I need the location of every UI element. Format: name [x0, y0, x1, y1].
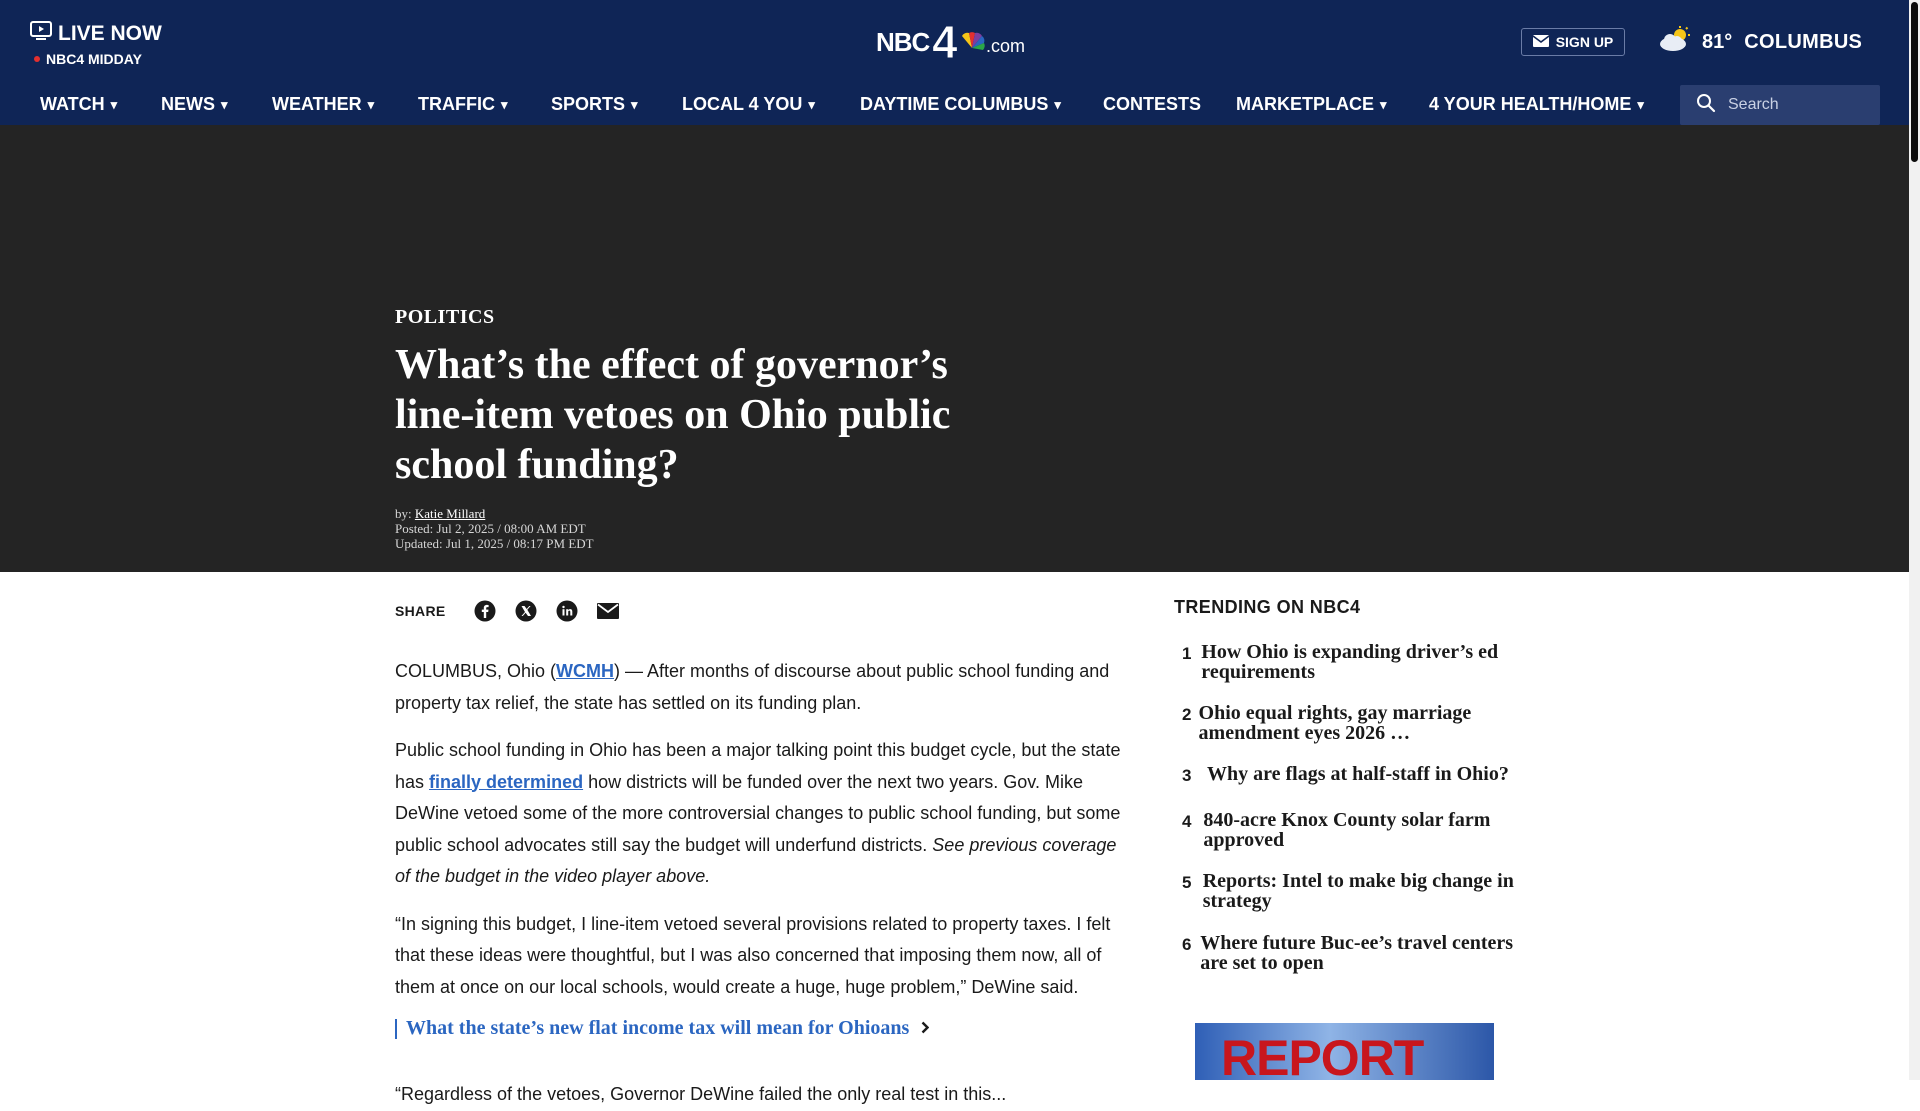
nav-label: 4 YOUR HEALTH/HOME [1429, 94, 1632, 114]
trending-item[interactable] [1182, 642, 1522, 682]
svg-text:.com: .com [986, 36, 1026, 56]
nbc4-logo[interactable] [876, 18, 1036, 66]
trending-headline: Ohio equal rights, gay marriage amendment eyes 2026 … [1198, 702, 1472, 744]
svg-text:4: 4 [932, 18, 958, 66]
posted-date: Posted: Jul 2, 2025 / 08:00 AM EDT [395, 521, 586, 536]
newsletter-signup-button[interactable] [1521, 28, 1625, 56]
live-show-name: NBC4 MIDDAY [46, 51, 142, 67]
report-4-promo-banner[interactable] [1195, 1023, 1494, 1080]
paragraph: “In signing this budget, I line-item vetoed several provisions related to property taxes. I felt that these ideas were thoughtful, but I was also concerned that imposing them now, all of them at once on our local schools, would create a huge, huge problem,” DeWine said. [395, 913, 1111, 997]
nav-local-4-you[interactable] [682, 94, 815, 115]
search-box[interactable] [1680, 85, 1880, 125]
related-article-title: What the state’s new flat income tax will mean for Ohioans [406, 1017, 910, 1040]
trending-headline: Where future Buc-ee’s travel centers are set to open [1200, 932, 1514, 974]
trending-rank: 6 [1182, 935, 1192, 954]
trending-rank: 4 [1182, 812, 1192, 831]
live-now-label: LIVE NOW [58, 22, 162, 45]
nav-news[interactable] [161, 94, 228, 115]
nav-label: NEWS [161, 94, 215, 114]
nav-watch[interactable] [40, 94, 117, 115]
nav-label: DAYTIME COLUMBUS [860, 94, 1049, 114]
caret-down-icon: ▾ [1637, 96, 1644, 112]
main-navigation [0, 86, 1909, 124]
text-run: ) — After months of discourse about public school funding and property tax relief, the state has settled on its funding plan. [395, 661, 1110, 713]
facebook-icon[interactable] [474, 600, 496, 622]
trending-rank: 2 [1182, 705, 1192, 724]
weather-temperature: 81° [1702, 30, 1733, 53]
trending-headline: 840-acre Knox County solar farm approved [1203, 809, 1491, 851]
email-icon[interactable] [597, 600, 619, 622]
wcmh-link[interactable]: WCMH [556, 661, 615, 681]
nav-sports[interactable] [551, 94, 638, 115]
share-bar [395, 600, 638, 622]
live-indicator-dot [34, 56, 40, 62]
share-label: SHARE [395, 603, 446, 619]
caret-down-icon: ▾ [367, 96, 375, 112]
paragraph: “Regardless of the vetoes, Governor DeWine failed the only real test in this... [395, 1084, 1007, 1104]
chevron-right-icon [921, 1013, 929, 1045]
nav-marketplace[interactable] [1236, 94, 1387, 115]
trending-item[interactable] [1182, 871, 1522, 911]
paragraph [395, 735, 1135, 893]
nav-weather[interactable] [272, 94, 374, 115]
article-headline: What’s the effect of governor’s line-item vetoes on Ohio public school funding? [395, 342, 951, 488]
trending-headline: Reports: Intel to make big change in strategy [1202, 870, 1514, 912]
scrollbar-thumb[interactable] [1911, 2, 1918, 162]
video-note: See previous coverage of the budget in the video player above. [395, 834, 1117, 886]
weather-widget[interactable] [1658, 26, 1862, 58]
trending-item[interactable] [1182, 933, 1522, 973]
search-icon [1696, 93, 1716, 118]
email-icon [1533, 34, 1549, 50]
caret-down-icon: ▾ [221, 96, 228, 112]
byline-prefix: by: [395, 506, 415, 521]
article-body [395, 656, 1135, 1111]
related-article-link[interactable] [395, 1019, 1135, 1039]
article-category[interactable]: POLITICS [395, 306, 495, 328]
nav-label: TRAFFIC [418, 94, 495, 114]
nav-label: WATCH [40, 94, 105, 114]
trending-item[interactable] [1182, 810, 1522, 850]
caret-down-icon: ▾ [500, 96, 508, 112]
byline [395, 506, 594, 521]
caret-down-icon: ▾ [808, 96, 815, 112]
trending-rank: 5 [1182, 873, 1192, 892]
nav-contests[interactable] [1103, 94, 1207, 115]
signup-label: SIGN UP [1555, 34, 1614, 50]
updated-date: Updated: Jul 1, 2025 / 08:17 PM EDT [395, 536, 594, 551]
text-run: how districts will be funded over the next two years. Gov. Mike DeWine vetoed some of the more controversial changes to public school funding, but some public school advocates still say the budget will underfund districts. [395, 771, 1121, 855]
page-scrollbar[interactable] [1909, 0, 1920, 1080]
trending-title: TRENDING ON NBC4 [1174, 597, 1361, 617]
partly-cloudy-icon [1658, 26, 1692, 58]
nav-daytime-columbus[interactable] [860, 94, 1061, 115]
nav-label: LOCAL 4 YOU [682, 94, 803, 114]
nav-label: SPORTS [551, 94, 626, 114]
paragraph [395, 656, 1135, 719]
caret-down-icon: ▾ [1380, 96, 1387, 112]
x-icon[interactable] [515, 600, 537, 622]
svg-text:NBC: NBC [876, 27, 930, 57]
text-run: COLUMBUS, Ohio ( [395, 661, 557, 681]
nav-label: CONTESTS [1103, 94, 1202, 114]
promo-text: REPORT [1221, 1030, 1424, 1080]
trending-rank: 3 [1182, 766, 1192, 785]
trending-rank: 1 [1182, 644, 1192, 663]
trending-item[interactable] [1182, 703, 1522, 743]
text-run: Public school funding in Ohio has been a major talking point this budget cycle, but the state has [395, 740, 1121, 792]
trending-item[interactable] [1182, 764, 1522, 786]
trending-headline: How Ohio is expanding driver’s ed requirements [1201, 641, 1499, 683]
nav-traffic[interactable] [418, 94, 508, 115]
caret-down-icon: ▾ [110, 96, 118, 112]
article-meta [395, 506, 594, 551]
weather-city: COLUMBUS [1744, 30, 1863, 53]
nav-label: MARKETPLACE [1236, 94, 1374, 114]
trending-headline: Why are flags at half-staff in Ohio? [1207, 763, 1509, 785]
caret-down-icon: ▾ [1054, 96, 1061, 112]
trending-sidebar [1174, 597, 1524, 974]
author-link[interactable]: Katie Millard [414, 506, 486, 521]
nav-4-your-health-home[interactable] [1429, 94, 1644, 115]
tv-play-icon [30, 21, 52, 47]
search-input[interactable] [1726, 95, 1880, 115]
caret-down-icon: ▾ [631, 96, 638, 112]
live-now-link[interactable] [30, 21, 162, 67]
site-header [0, 0, 1909, 125]
linkedin-icon[interactable] [556, 600, 578, 622]
nav-label: WEATHER [272, 94, 362, 114]
finally-determined-link[interactable]: finally determined [429, 771, 584, 792]
article-hero [0, 125, 1909, 572]
